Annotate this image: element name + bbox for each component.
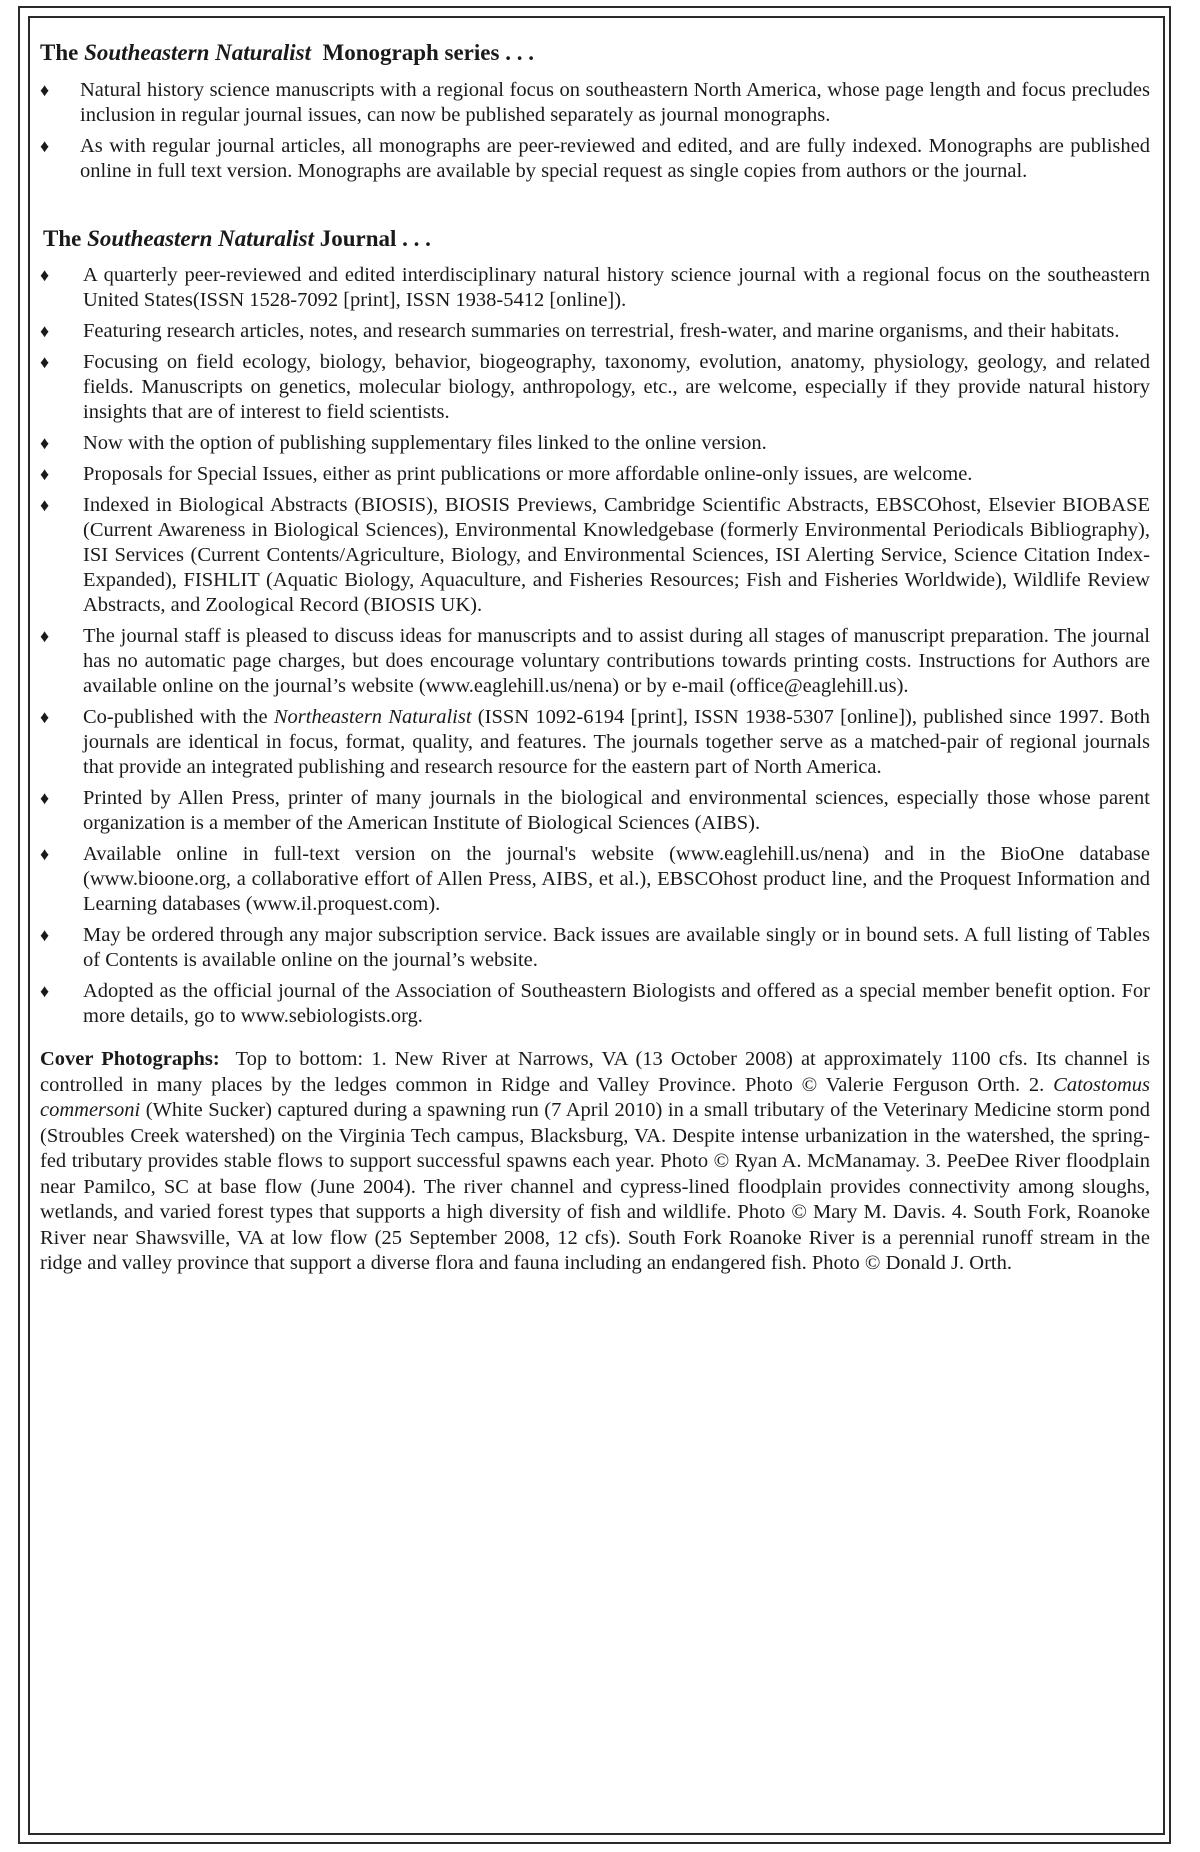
list-item: ♦ Printed by Allen Press, printer of many journals in the biological and environmental sciences, especially those whose parent organization is a member of the American Institute of Biological Sciences (AIBS). [40, 787, 1150, 834]
diamond-bullet-icon: ♦ [40, 80, 50, 100]
list-item: ♦ Co-published with the Northeastern Naturalist (ISSN 1092-6194 [print], ISSN 1938-5307 [online]), published since 1997. Both journals are identical in focus, format, quality, and features. The journals together serve as a matched-pair of regional journals that provide an integrated publishing and research resource for the eastern part of North America. [40, 706, 1150, 778]
diamond-bullet-icon: ♦ [40, 844, 50, 864]
page-content [40, 38, 1156, 1297]
list-item: ♦ The journal staff is pleased to discuss ideas for manuscripts and to assist during all stages of manuscript preparation. The journal has no automatic page charges, but does encourage voluntary contributions towards printing costs. Instructions for Authors are available online on the journal’s website (www.eaglehill.us/nena) or by e-mail (office@eaglehill.us). [40, 625, 1150, 697]
diamond-bullet-icon: ♦ [40, 136, 50, 156]
diamond-bullet-icon: ♦ [40, 321, 50, 341]
journal-heading: The Southeastern Naturalist Journal . . . [43, 226, 431, 251]
list-item: ♦ Adopted as the official journal of the Association of Southeastern Biologists and offered as a special member benefit option. For more details, go to www.sebiologists.org. [40, 980, 1150, 1027]
list-item: ♦ Featuring research articles, notes, and research summaries on terrestrial, fresh-water, and marine organisms, and their habitats. [40, 320, 1120, 342]
diamond-bullet-icon: ♦ [40, 788, 50, 808]
journal-name-italic: Southeastern Naturalist [84, 40, 311, 65]
list-item: ♦ Available online in full-text version on the journal's website (www.eaglehill.us/nena) and in the BioOne database (www.bioone.org, a collaborative effort of Allen Press, AIBS, et al.), EBSCOhost product line, and the Proquest Information and Learning databases (www.il.proquest.com). [40, 843, 1150, 915]
journal-list [40, 263, 1150, 1029]
species-name-italic: Catostomus commersoni [40, 1073, 1150, 1121]
diamond-bullet-icon: ♦ [40, 981, 50, 1001]
list-item: ♦ Natural history science manuscripts with a regional focus on southeastern North America, whose page length and focus precludes inclusion in regular journal issues, can now be published separately as journal monographs. [40, 79, 1150, 126]
list-item: ♦ As with regular journal articles, all monographs are peer-reviewed and edited, and are fully indexed. Monographs are published online in full text version. Monographs are available by special request as single copies from authors or the journal. [40, 135, 1150, 182]
monograph-section [40, 38, 1150, 184]
monograph-heading: The Southeastern Naturalist Monograph series . . . [40, 40, 534, 65]
cover-photographs-label: Cover Photographs: [40, 1048, 220, 1070]
cover-photographs-caption: Cover Photographs: Top to bottom: 1. New River at Narrows, VA (13 October 2008) at approximately 1100 cfs. Its channel is controlled in many places by the ledges common in Ridge and Valley Province. Photo © Valerie Ferguson Orth. 2. Catostomus commersoni (White Sucker) captured during a spawning run (7 April 2010) in a small tributary of the Veterinary Medicine storm pond (Stroubles Creek watershed) on the Virginia Tech campus, Blacksburg, VA. Despite intense urbanization in the watershed, the spring-fed tributary provides stable flows to support successful spawns each year. Photo © Ryan A. McManamay. 3. PeeDee River floodplain near Pamilco, SC at base flow (June 2004). The river channel and cypress-lined floodplain provides connectivity among sloughs, wetlands, and varied forest types that supports a high diversity of fish and wildlife. Photo © Mary M. Davis. 4. South Fork, Roanoke River near Shawsville, VA at low flow (25 September 2008, 12 cfs). South Fork Roanoke River is a perennial runoff stream in the ridge and valley province that support a diverse flora and fauna including an endangered fish. Photo © Donald J. Orth. [40, 1048, 1156, 1274]
journal-name-italic: Southeastern Naturalist [87, 226, 314, 251]
diamond-bullet-icon: ♦ [40, 495, 50, 515]
diamond-bullet-icon: ♦ [40, 707, 50, 727]
diamond-bullet-icon: ♦ [40, 626, 50, 646]
list-item: ♦ Now with the option of publishing supplementary files linked to the online version. [40, 432, 767, 454]
diamond-bullet-icon: ♦ [40, 352, 50, 372]
diamond-bullet-icon: ♦ [40, 464, 50, 484]
list-item: ♦ Indexed in Biological Abstracts (BIOSIS), BIOSIS Previews, Cambridge Scientific Abstracts, EBSCOhost, Elsevier BIOBASE (Current Awareness in Biological Sciences), Environmental Knowledgebase (formerly Environmental Periodicals Bibliography), ISI Services (Current Contents/Agriculture, Biology, and Environmental Sciences, ISI Alerting Service, Science Citation Index-Expanded), FISHLIT (Aquatic Biology, Aquaculture, and Fisheries Resources; Fish and Fisheries Worldwide), Wildlife Review Abstracts, and Zoological Record (BIOSIS UK). [40, 494, 1150, 616]
diamond-bullet-icon: ♦ [40, 265, 50, 285]
list-item: ♦ A quarterly peer-reviewed and edited interdisciplinary natural history science journal with a regional focus on the southeastern United States(ISSN 1528-7092 [print], ISSN 1938-5412 [online]). [40, 264, 1150, 311]
diamond-bullet-icon: ♦ [40, 925, 50, 945]
diamond-bullet-icon: ♦ [40, 433, 50, 453]
list-item: ♦ Focusing on field ecology, biology, behavior, biogeography, taxonomy, evolution, anatomy, physiology, geology, and related fields. Manuscripts on genetics, molecular biology, anthropology, etc., are welcome, especially if they provide natural history insights that are of interest to field scientists. [40, 351, 1150, 423]
northeastern-naturalist-italic: Northeastern Naturalist [273, 706, 472, 728]
journal-section [40, 224, 1150, 1029]
list-item: ♦ May be ordered through any major subscription service. Back issues are available singly or in bound sets. A full listing of Tables of Contents is available online on the journal’s website. [40, 924, 1150, 971]
monograph-list [40, 78, 1150, 184]
list-item: ♦ Proposals for Special Issues, either as print publications or more affordable online-only issues, are welcome. [40, 463, 973, 485]
